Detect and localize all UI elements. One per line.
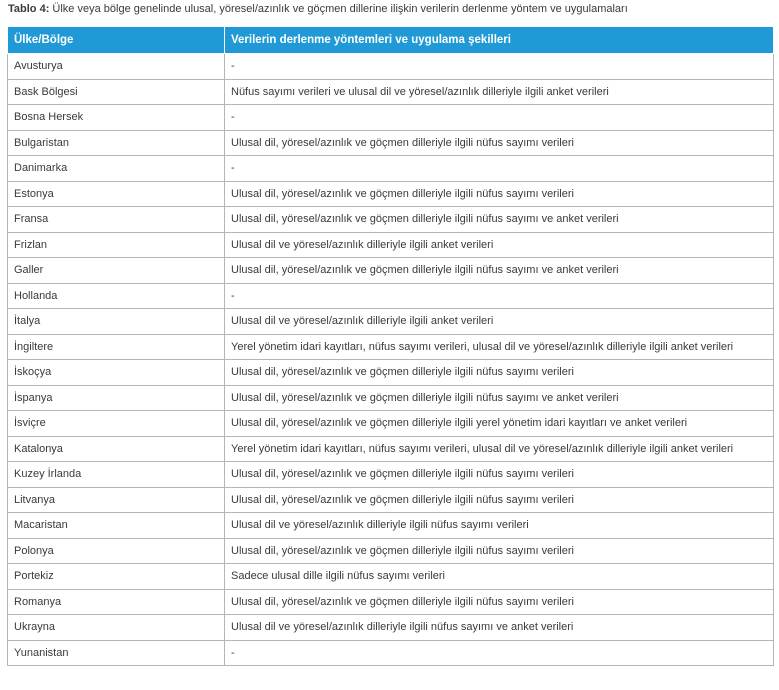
country-cell: Estonya bbox=[8, 181, 225, 207]
method-cell: Ulusal dil, yöresel/azınlık ve göçmen dilleriyle ilgili nüfus sayımı verileri bbox=[225, 360, 774, 386]
table-row bbox=[8, 232, 774, 258]
method-cell: Ulusal dil, yöresel/azınlık ve göçmen dilleriyle ilgili nüfus sayımı verileri bbox=[225, 181, 774, 207]
country-cell: Bosna Hersek bbox=[8, 105, 225, 131]
country-cell: İtalya bbox=[8, 309, 225, 335]
caption-text: Ülke veya bölge genelinde ulusal, yöresel/azınlık ve göçmen dillerine ilişkin verilerin derlenme yöntem ve uygulamaları bbox=[49, 3, 628, 15]
table-row bbox=[8, 156, 774, 182]
table-row bbox=[8, 54, 774, 80]
country-cell: Frizlan bbox=[8, 232, 225, 258]
country-cell: İngiltere bbox=[8, 334, 225, 360]
country-cell: Portekiz bbox=[8, 564, 225, 590]
method-cell: Yerel yönetim idari kayıtları, nüfus sayımı verileri, ulusal dil ve yöresel/azınlık dilleriyle ilgili anket verileri bbox=[225, 436, 774, 462]
table-row bbox=[8, 79, 774, 105]
country-cell: Bask Bölgesi bbox=[8, 79, 225, 105]
table-row bbox=[8, 513, 774, 539]
country-cell: Litvanya bbox=[8, 487, 225, 513]
table-row bbox=[8, 130, 774, 156]
country-cell: Yunanistan bbox=[8, 640, 225, 666]
table-row bbox=[8, 538, 774, 564]
country-cell: İsviçre bbox=[8, 411, 225, 437]
country-cell: Ukrayna bbox=[8, 615, 225, 641]
table-row bbox=[8, 436, 774, 462]
method-cell: Ulusal dil, yöresel/azınlık ve göçmen dilleriyle ilgili nüfus sayımı ve anket verileri bbox=[225, 258, 774, 284]
method-cell: Ulusal dil, yöresel/azınlık ve göçmen dilleriyle ilgili nüfus sayımı verileri bbox=[225, 462, 774, 488]
method-cell: Ulusal dil ve yöresel/azınlık dilleriyle ilgili anket verileri bbox=[225, 232, 774, 258]
country-cell: İspanya bbox=[8, 385, 225, 411]
country-cell: Katalonya bbox=[8, 436, 225, 462]
table-row bbox=[8, 360, 774, 386]
method-cell: Ulusal dil, yöresel/azınlık ve göçmen dilleriyle ilgili nüfus sayımı verileri bbox=[225, 589, 774, 615]
method-cell: - bbox=[225, 156, 774, 182]
method-cell: Yerel yönetim idari kayıtları, nüfus sayımı verileri, ulusal dil ve yöresel/azınlık dilleriyle ilgili anket verileri bbox=[225, 334, 774, 360]
table-body bbox=[8, 54, 774, 666]
method-cell: Ulusal dil ve yöresel/azınlık dilleriyle ilgili nüfus sayımı verileri bbox=[225, 513, 774, 539]
table-row bbox=[8, 207, 774, 233]
data-table bbox=[7, 26, 774, 666]
method-cell: Ulusal dil, yöresel/azınlık ve göçmen dilleriyle ilgili nüfus sayımı verileri bbox=[225, 487, 774, 513]
method-cell: Ulusal dil, yöresel/azınlık ve göçmen dilleriyle ilgili nüfus sayımı ve anket verileri bbox=[225, 385, 774, 411]
method-cell: - bbox=[225, 54, 774, 80]
header-row bbox=[8, 27, 774, 54]
method-cell: Ulusal dil, yöresel/azınlık ve göçmen dilleriyle ilgili nüfus sayımı ve anket verileri bbox=[225, 207, 774, 233]
method-cell: Ulusal dil ve yöresel/azınlık dilleriyle ilgili anket verileri bbox=[225, 309, 774, 335]
country-cell: Macaristan bbox=[8, 513, 225, 539]
header-methods: Verilerin derlenme yöntemleri ve uygulama şekilleri bbox=[225, 27, 774, 54]
table-row bbox=[8, 105, 774, 131]
country-cell: Fransa bbox=[8, 207, 225, 233]
table-row bbox=[8, 640, 774, 666]
country-cell: Bulgaristan bbox=[8, 130, 225, 156]
country-cell: İskoçya bbox=[8, 360, 225, 386]
country-cell: Avusturya bbox=[8, 54, 225, 80]
table-row bbox=[8, 283, 774, 309]
method-cell: - bbox=[225, 105, 774, 131]
header-country: Ülke/Bölge bbox=[8, 27, 225, 54]
table-row bbox=[8, 334, 774, 360]
table-row bbox=[8, 564, 774, 590]
method-cell: Ulusal dil, yöresel/azınlık ve göçmen dilleriyle ilgili nüfus sayımı verileri bbox=[225, 538, 774, 564]
table-row bbox=[8, 487, 774, 513]
method-cell: - bbox=[225, 640, 774, 666]
method-cell: Ulusal dil, yöresel/azınlık ve göçmen dilleriyle ilgili yerel yönetim idari kayıtları ve anket verileri bbox=[225, 411, 774, 437]
country-cell: Polonya bbox=[8, 538, 225, 564]
country-cell: Kuzey İrlanda bbox=[8, 462, 225, 488]
table-row bbox=[8, 462, 774, 488]
method-cell: - bbox=[225, 283, 774, 309]
method-cell: Nüfus sayımı verileri ve ulusal dil ve yöresel/azınlık dilleriyle ilgili anket verileri bbox=[225, 79, 774, 105]
table-row bbox=[8, 181, 774, 207]
method-cell: Ulusal dil, yöresel/azınlık ve göçmen dilleriyle ilgili nüfus sayımı verileri bbox=[225, 130, 774, 156]
table-row bbox=[8, 411, 774, 437]
country-cell: Galler bbox=[8, 258, 225, 284]
table-caption bbox=[8, 3, 628, 15]
table-row bbox=[8, 309, 774, 335]
caption-label: Tablo 4: bbox=[8, 3, 50, 15]
table-row bbox=[8, 258, 774, 284]
country-cell: Romanya bbox=[8, 589, 225, 615]
country-cell: Hollanda bbox=[8, 283, 225, 309]
table-row bbox=[8, 385, 774, 411]
country-cell: Danimarka bbox=[8, 156, 225, 182]
method-cell: Ulusal dil ve yöresel/azınlık dilleriyle ilgili nüfus sayımı ve anket verileri bbox=[225, 615, 774, 641]
table-row bbox=[8, 615, 774, 641]
method-cell: Sadece ulusal dille ilgili nüfus sayımı verileri bbox=[225, 564, 774, 590]
table-row bbox=[8, 589, 774, 615]
